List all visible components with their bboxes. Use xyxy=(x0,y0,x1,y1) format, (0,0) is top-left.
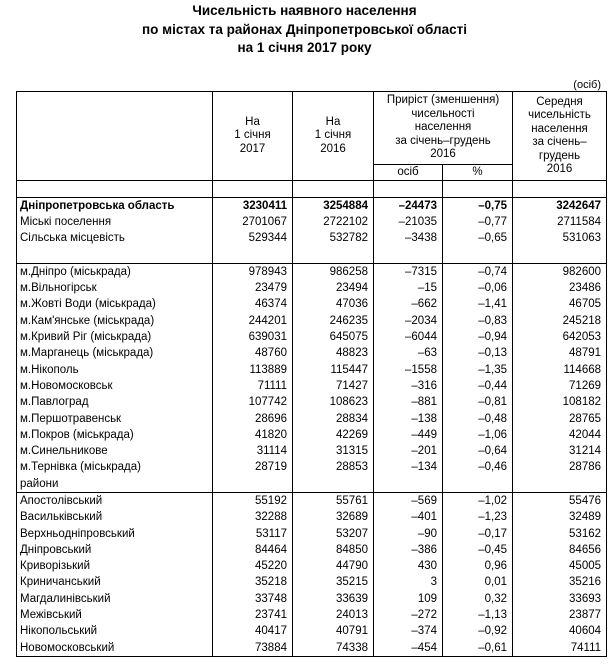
cell-2017: 113889 xyxy=(213,362,293,378)
cell-change: –454 xyxy=(374,640,443,657)
header-change: Приріст (зменшення) чисельності населення за січень–грудень 2016 xyxy=(374,92,513,165)
cell-2017: 71111 xyxy=(213,378,293,394)
cell-2016: 74338 xyxy=(293,640,374,657)
cell-change: –569 xyxy=(374,493,443,510)
cell-name: м.Кам'янське (міськрада) xyxy=(17,313,213,329)
cell-average: 74111 xyxy=(513,640,607,657)
cell-percent: –0,83 xyxy=(443,313,513,329)
cell-percent: –0,81 xyxy=(443,395,513,411)
cell-change: –138 xyxy=(374,411,443,427)
cell-2016: 2722102 xyxy=(293,214,374,230)
cell-average xyxy=(513,247,607,264)
cell-percent xyxy=(443,476,513,493)
cell-average: 32489 xyxy=(513,510,607,526)
cell-change: –386 xyxy=(374,542,443,558)
table-row xyxy=(17,411,607,427)
cell-average: 84656 xyxy=(513,542,607,558)
table-row xyxy=(17,395,607,411)
cell-2017 xyxy=(213,247,293,264)
cell-2017: 32288 xyxy=(213,510,293,526)
cell-percent: –0,64 xyxy=(443,443,513,459)
table-row xyxy=(17,214,607,230)
header-change-percent: % xyxy=(443,165,513,181)
cell-name: м.Тернівка (міськрада) xyxy=(17,460,213,476)
cell-change: –662 xyxy=(374,297,443,313)
cell-percent: –0,61 xyxy=(443,640,513,657)
cell-average: 55476 xyxy=(513,493,607,510)
cell-change xyxy=(374,476,443,493)
cell-2017: 84464 xyxy=(213,542,293,558)
cell-change: –374 xyxy=(374,624,443,640)
cell-average: 531063 xyxy=(513,231,607,247)
cell-2016: 44790 xyxy=(293,559,374,575)
cell-change: –316 xyxy=(374,378,443,394)
cell-average: 33693 xyxy=(513,591,607,607)
cell-name: м.Марганець (міськрада) xyxy=(17,346,213,362)
cell-change: –24473 xyxy=(374,198,443,215)
cell-change: –134 xyxy=(374,460,443,476)
cell-change: –15 xyxy=(374,280,443,296)
cell-change: –272 xyxy=(374,607,443,623)
header-change-persons: осіб xyxy=(374,165,443,181)
cell-name: м.Павлоград xyxy=(17,395,213,411)
cell-percent: –1,02 xyxy=(443,493,513,510)
document-title xyxy=(0,2,609,58)
cell-2017: 23741 xyxy=(213,607,293,623)
table-row xyxy=(17,526,607,542)
cell-percent: –0,44 xyxy=(443,378,513,394)
table-row xyxy=(17,427,607,443)
cell-average: 71269 xyxy=(513,378,607,394)
cell-average: 2711584 xyxy=(513,214,607,230)
cell-percent: –0,65 xyxy=(443,231,513,247)
cell-average: 108182 xyxy=(513,395,607,411)
table-row xyxy=(17,607,607,623)
cell-2016 xyxy=(293,476,374,493)
cell-name: Криворізький xyxy=(17,559,213,575)
table-body xyxy=(17,198,607,657)
header-2016: На 1 січня 2016 xyxy=(293,92,374,181)
cell-2016: 35215 xyxy=(293,575,374,591)
header-average: Середня чисельність населення за січень– грудень 2016 xyxy=(513,92,607,181)
table-row xyxy=(17,624,607,640)
table-row xyxy=(17,247,607,264)
cell-change: –401 xyxy=(374,510,443,526)
cell-2016: 3254884 xyxy=(293,198,374,215)
cell-percent: 0,96 xyxy=(443,559,513,575)
title-line-3: на 1 січня 2017 року xyxy=(237,40,372,55)
header-2017: На 1 січня 2017 xyxy=(213,92,293,181)
population-table xyxy=(16,91,607,657)
cell-percent: –0,92 xyxy=(443,624,513,640)
cell-name: райони xyxy=(17,476,213,493)
cell-average: 42044 xyxy=(513,427,607,443)
table-row xyxy=(17,362,607,378)
cell-percent: –1,35 xyxy=(443,362,513,378)
cell-change: –6044 xyxy=(374,329,443,345)
cell-average: 45005 xyxy=(513,559,607,575)
cell-2017: 244201 xyxy=(213,313,293,329)
table-row xyxy=(17,591,607,607)
cell-2017: 45220 xyxy=(213,559,293,575)
cell-average: 28765 xyxy=(513,411,607,427)
cell-name: Магдалинівський xyxy=(17,591,213,607)
cell-change: –201 xyxy=(374,443,443,459)
cell-name: Дніпровський xyxy=(17,542,213,558)
cell-average: 48791 xyxy=(513,346,607,362)
cell-average: 28786 xyxy=(513,460,607,476)
cell-name: м.Синельникове xyxy=(17,443,213,459)
table-row xyxy=(17,443,607,459)
title-line-1: Чисельність наявного населення xyxy=(192,3,417,18)
cell-2017: 33748 xyxy=(213,591,293,607)
cell-2016: 246235 xyxy=(293,313,374,329)
cell-change: –63 xyxy=(374,346,443,362)
cell-2016: 115447 xyxy=(293,362,374,378)
cell-2017: 40417 xyxy=(213,624,293,640)
cell-name: Нікопольський xyxy=(17,624,213,640)
cell-name: м.Дніпро (міськрада) xyxy=(17,264,213,281)
cell-change: –2034 xyxy=(374,313,443,329)
cell-2016: 40791 xyxy=(293,624,374,640)
cell-name: м.Новомосковськ xyxy=(17,378,213,394)
cell-change: –90 xyxy=(374,526,443,542)
cell-change: –1558 xyxy=(374,362,443,378)
cell-average: 982600 xyxy=(513,264,607,281)
cell-percent: 0,01 xyxy=(443,575,513,591)
cell-name: Дніпропетровська область xyxy=(17,198,213,215)
cell-change: 430 xyxy=(374,559,443,575)
cell-name: Апостолівський xyxy=(17,493,213,510)
cell-percent: –0,46 xyxy=(443,460,513,476)
cell-average: 35216 xyxy=(513,575,607,591)
cell-change: –7315 xyxy=(374,264,443,281)
table-row xyxy=(17,575,607,591)
cell-2016: 31315 xyxy=(293,443,374,459)
cell-name: м.Першотравенськ xyxy=(17,411,213,427)
cell-2017: 48760 xyxy=(213,346,293,362)
cell-average: 31214 xyxy=(513,443,607,459)
table-row xyxy=(17,313,607,329)
cell-2017: 23479 xyxy=(213,280,293,296)
cell-percent: –0,75 xyxy=(443,198,513,215)
cell-percent: –0,48 xyxy=(443,411,513,427)
cell-name: Міські поселення xyxy=(17,214,213,230)
cell-2016: 48823 xyxy=(293,346,374,362)
cell-2016: 986258 xyxy=(293,264,374,281)
cell-average: 114668 xyxy=(513,362,607,378)
cell-2017: 978943 xyxy=(213,264,293,281)
cell-2016: 23494 xyxy=(293,280,374,296)
cell-name: Верхньодніпровський xyxy=(17,526,213,542)
cell-2016: 33639 xyxy=(293,591,374,607)
cell-percent: –0,74 xyxy=(443,264,513,281)
cell-name: Васильківський xyxy=(17,510,213,526)
cell-change: –881 xyxy=(374,395,443,411)
cell-average: 23486 xyxy=(513,280,607,296)
cell-2017: 2701067 xyxy=(213,214,293,230)
cell-2017: 107742 xyxy=(213,395,293,411)
cell-2017: 3230411 xyxy=(213,198,293,215)
table-row xyxy=(17,640,607,657)
cell-change: –21035 xyxy=(374,214,443,230)
cell-2017: 639031 xyxy=(213,329,293,345)
cell-2017: 529344 xyxy=(213,231,293,247)
table-row xyxy=(17,542,607,558)
cell-average: 23877 xyxy=(513,607,607,623)
cell-2016: 645075 xyxy=(293,329,374,345)
cell-2017: 28696 xyxy=(213,411,293,427)
cell-percent: –0,06 xyxy=(443,280,513,296)
table-row xyxy=(17,264,607,281)
header-name xyxy=(17,92,213,181)
table-row xyxy=(17,297,607,313)
cell-2017: 46374 xyxy=(213,297,293,313)
cell-percent: –1,13 xyxy=(443,607,513,623)
cell-2017: 28719 xyxy=(213,460,293,476)
cell-percent: 0,32 xyxy=(443,591,513,607)
cell-percent: –1,23 xyxy=(443,510,513,526)
cell-2016: 55761 xyxy=(293,493,374,510)
table-row xyxy=(17,378,607,394)
cell-2017 xyxy=(213,476,293,493)
cell-2016 xyxy=(293,247,374,264)
cell-change xyxy=(374,247,443,264)
cell-percent: –0,94 xyxy=(443,329,513,345)
cell-percent: –0,17 xyxy=(443,526,513,542)
cell-2016: 108623 xyxy=(293,395,374,411)
cell-name: м.Вільногірськ xyxy=(17,280,213,296)
cell-percent: –0,13 xyxy=(443,346,513,362)
cell-average: 53162 xyxy=(513,526,607,542)
table-row xyxy=(17,198,607,215)
cell-2017: 73884 xyxy=(213,640,293,657)
cell-2016: 84850 xyxy=(293,542,374,558)
cell-name: м.Жовті Води (міськрада) xyxy=(17,297,213,313)
cell-average xyxy=(513,476,607,493)
cell-2016: 71427 xyxy=(293,378,374,394)
cell-name: м.Кривий Ріг (міськрада) xyxy=(17,329,213,345)
cell-average: 642053 xyxy=(513,329,607,345)
cell-percent: –0,45 xyxy=(443,542,513,558)
cell-name: м.Нікополь xyxy=(17,362,213,378)
cell-2017: 41820 xyxy=(213,427,293,443)
cell-name: Криничанський xyxy=(17,575,213,591)
cell-name: Межівський xyxy=(17,607,213,623)
table-row xyxy=(17,493,607,510)
cell-change: 3 xyxy=(374,575,443,591)
cell-2016: 28834 xyxy=(293,411,374,427)
cell-2016: 32689 xyxy=(293,510,374,526)
cell-percent xyxy=(443,247,513,264)
cell-2016: 28853 xyxy=(293,460,374,476)
unit-label: (осіб) xyxy=(573,79,601,91)
cell-change: –449 xyxy=(374,427,443,443)
cell-2016: 47036 xyxy=(293,297,374,313)
table-row xyxy=(17,329,607,345)
table-row xyxy=(17,559,607,575)
table-row xyxy=(17,280,607,296)
cell-name: Сільська місцевість xyxy=(17,231,213,247)
cell-2016: 24013 xyxy=(293,607,374,623)
cell-name: Новомосковський xyxy=(17,640,213,657)
table-row xyxy=(17,346,607,362)
table-row xyxy=(17,510,607,526)
cell-name: м.Покров (міськрада) xyxy=(17,427,213,443)
cell-2016: 53207 xyxy=(293,526,374,542)
cell-average: 40604 xyxy=(513,624,607,640)
cell-average: 3242647 xyxy=(513,198,607,215)
cell-percent: –1,06 xyxy=(443,427,513,443)
cell-2017: 55192 xyxy=(213,493,293,510)
cell-change: 109 xyxy=(374,591,443,607)
cell-2016: 42269 xyxy=(293,427,374,443)
table-row xyxy=(17,231,607,247)
cell-percent: –0,77 xyxy=(443,214,513,230)
cell-average: 245218 xyxy=(513,313,607,329)
cell-2017: 53117 xyxy=(213,526,293,542)
cell-2017: 35218 xyxy=(213,575,293,591)
cell-change: –3438 xyxy=(374,231,443,247)
title-line-2: по містах та районах Дніпропетровської області xyxy=(142,21,467,37)
cell-2016: 532782 xyxy=(293,231,374,247)
cell-name xyxy=(17,247,213,264)
cell-average: 46705 xyxy=(513,297,607,313)
table-row xyxy=(17,476,607,493)
cell-percent: –1,41 xyxy=(443,297,513,313)
table-row xyxy=(17,460,607,476)
cell-2017: 31114 xyxy=(213,443,293,459)
